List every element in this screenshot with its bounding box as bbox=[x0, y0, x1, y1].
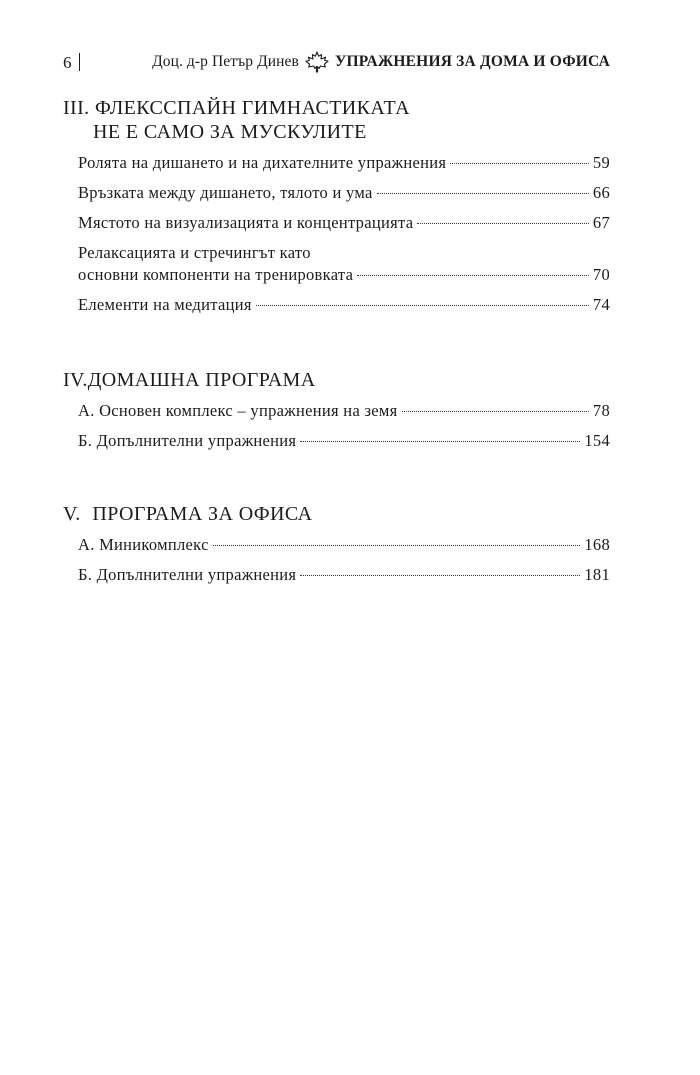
dot-leader bbox=[300, 575, 580, 576]
section-title-line2: НЕ Е САМО ЗА МУСКУЛИТЕ bbox=[93, 121, 367, 143]
header-book-title: УПРАЖНЕНИЯ ЗА ДОМА И ОФИСА bbox=[334, 53, 610, 70]
page-number: 6 bbox=[63, 52, 72, 72]
section-number: IV. bbox=[63, 369, 88, 391]
dot-leader bbox=[213, 545, 581, 546]
entry-page: 67 bbox=[592, 213, 610, 232]
entry-page: 78 bbox=[592, 401, 610, 420]
toc-entry[interactable] bbox=[63, 534, 610, 556]
dot-leader bbox=[300, 441, 580, 442]
entry-text: А. Основен комплекс – упражнения на земя bbox=[78, 401, 398, 420]
section-title bbox=[63, 502, 610, 526]
header-author: Доц. д-р Петър Динев bbox=[152, 53, 299, 70]
section-number: III. bbox=[63, 97, 90, 119]
entry-text: А. Миникомплекс bbox=[78, 535, 209, 554]
toc-entry[interactable] bbox=[63, 182, 610, 204]
entry-page: 181 bbox=[584, 565, 610, 584]
toc-section-3 bbox=[63, 96, 610, 316]
toc-entry[interactable] bbox=[63, 152, 610, 174]
toc-section-4 bbox=[63, 368, 610, 452]
dot-leader bbox=[450, 163, 589, 164]
header-divider bbox=[79, 53, 80, 71]
entry-page: 59 bbox=[592, 153, 610, 172]
entry-text: Мястото на визуализацията и концентрацията bbox=[78, 213, 414, 232]
entry-text: Връзката между дишането, тялото и ума bbox=[78, 183, 373, 202]
toc-entry[interactable] bbox=[63, 430, 610, 452]
dot-leader bbox=[256, 305, 589, 306]
entry-text: Елементи на медитация bbox=[78, 295, 252, 314]
dot-leader bbox=[357, 275, 589, 276]
dot-leader bbox=[402, 411, 589, 412]
dot-leader bbox=[417, 223, 589, 224]
entry-page: 154 bbox=[584, 431, 610, 450]
section-title bbox=[63, 368, 610, 392]
toc-entry[interactable] bbox=[63, 564, 610, 586]
entry-text-line1: Релаксацията и стречингът като bbox=[78, 243, 311, 262]
toc-entry[interactable] bbox=[63, 400, 610, 422]
maple-leaf-icon bbox=[305, 51, 329, 73]
section-title-line1: ПРОГРАМА ЗА ОФИСА bbox=[92, 503, 313, 525]
entry-page: 66 bbox=[592, 183, 610, 202]
entry-text: Ролята на дишането и на дихателните упражнения bbox=[78, 153, 447, 172]
entry-text: Б. Допълнителни упражнения bbox=[78, 565, 297, 584]
section-title-line1: ДОМАШНА ПРОГРАМА bbox=[87, 369, 316, 391]
entry-text: Б. Допълнителни упражнения bbox=[78, 431, 297, 450]
header-right bbox=[152, 51, 610, 73]
toc-entry[interactable] bbox=[63, 242, 610, 286]
section-title bbox=[63, 96, 610, 120]
toc-section-5 bbox=[63, 502, 610, 586]
entry-page: 168 bbox=[584, 535, 610, 554]
dot-leader bbox=[377, 193, 589, 194]
entry-page: 70 bbox=[592, 265, 610, 284]
toc-entry[interactable] bbox=[63, 212, 610, 234]
entry-text: основни компоненти на тренировката bbox=[78, 265, 354, 284]
running-header bbox=[63, 50, 610, 74]
entry-page: 74 bbox=[592, 295, 610, 314]
section-number: V. bbox=[63, 503, 81, 525]
section-title-line1: ФЛЕКССПАЙН ГИМНАСТИКАТА bbox=[95, 97, 410, 119]
toc-entry[interactable] bbox=[63, 294, 610, 316]
